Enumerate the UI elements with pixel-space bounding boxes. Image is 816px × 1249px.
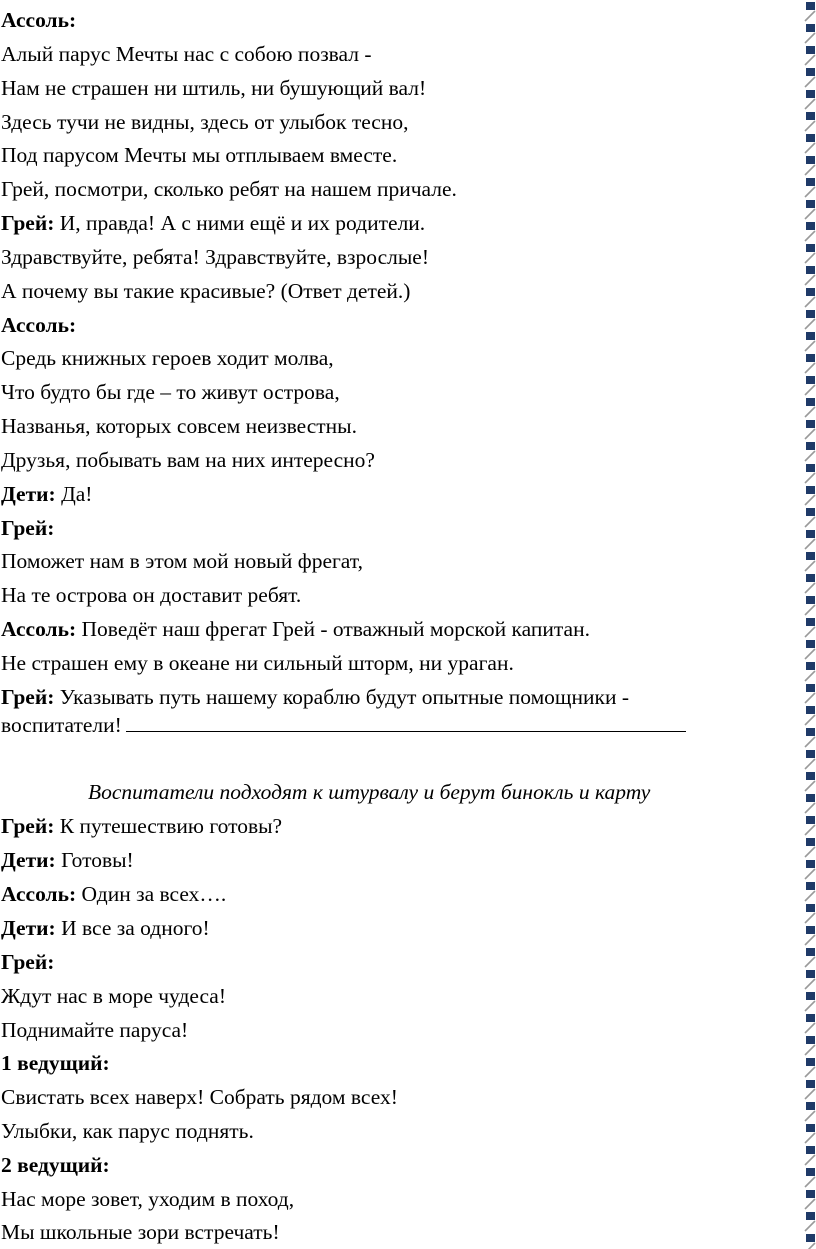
- border-diagonal-mark: [805, 1089, 815, 1099]
- script-line: [1, 278, 410, 304]
- border-diagonal-mark: [805, 803, 815, 813]
- line-text: Грей, посмотри, сколько ребят на нашем причале.: [1, 177, 457, 201]
- line-text: Поведёт наш фрегат Грей - отважный морской капитан.: [76, 617, 590, 641]
- border-diagonal-mark: [805, 429, 815, 439]
- script-line: [1, 1084, 398, 1110]
- border-diagonal-mark: [805, 99, 815, 109]
- border-diagonal-mark: [805, 781, 815, 791]
- line-text: Друзья, побывать вам на них интересно?: [1, 448, 375, 472]
- script-line: [1, 684, 629, 710]
- border-square-mark: [806, 376, 815, 384]
- border-diagonal-mark: [805, 1111, 815, 1121]
- border-diagonal-mark: [805, 275, 815, 285]
- line-text: Поднимайте паруса!: [1, 1018, 189, 1042]
- script-line: [1, 813, 282, 839]
- border-square-mark: [806, 1080, 815, 1088]
- script-line: [1, 379, 340, 405]
- line-text: Средь книжных героев ходит молва,: [1, 346, 334, 370]
- border-diagonal-mark: [805, 165, 815, 175]
- border-square-mark: [806, 860, 815, 868]
- border-diagonal-mark: [805, 1199, 815, 1209]
- border-diagonal-mark: [805, 1243, 815, 1249]
- border-square-mark: [806, 1190, 815, 1198]
- script-line: [1, 548, 363, 574]
- border-diagonal-mark: [805, 759, 815, 769]
- line-text: Указывать путь нашему кораблю будут опытные помощники -: [54, 685, 629, 709]
- line-text: Здравствуйте, ребята! Здравствуйте, взрослые!: [1, 245, 430, 269]
- script-line: [1, 481, 92, 507]
- border-diagonal-mark: [805, 715, 815, 725]
- script-line: [1, 176, 457, 202]
- border-square-mark: [806, 948, 815, 956]
- border-square-mark: [806, 112, 815, 120]
- border-square-mark: [806, 618, 815, 626]
- line-text: Поможет нам в этом мой новый фрегат,: [1, 549, 363, 573]
- line-text: Нам не страшен ни штиль, ни бушующий вал!: [1, 76, 427, 100]
- border-diagonal-mark: [805, 451, 815, 461]
- script-line: [1, 515, 54, 541]
- border-square-mark: [806, 420, 815, 428]
- border-square-mark: [806, 200, 815, 208]
- border-square-mark: [806, 1146, 815, 1154]
- speaker-label: Грей:: [1, 211, 55, 235]
- line-text: К путешествию готовы?: [54, 814, 283, 838]
- speaker-label: 1 ведущий:: [1, 1051, 110, 1075]
- script-line: [1, 712, 686, 738]
- border-diagonal-mark: [805, 121, 815, 131]
- border-square-mark: [806, 1168, 815, 1176]
- border-square-mark: [806, 90, 815, 98]
- stage-direction: Воспитатели подходят к штурвалу и берут бинокль и карту: [88, 780, 651, 804]
- speaker-label: Ассоль:: [1, 313, 77, 337]
- border-diagonal-mark: [805, 1155, 815, 1165]
- border-square-mark: [806, 156, 815, 164]
- script-line: [1, 244, 429, 270]
- speaker-label: Грей:: [1, 685, 55, 709]
- border-diagonal-mark: [805, 869, 815, 879]
- line-text: Ждут нас в море чудеса!: [1, 984, 226, 1008]
- border-diagonal-mark: [805, 473, 815, 483]
- border-square-mark: [806, 310, 815, 318]
- line-text: Под парусом Мечты мы отплываем вместе.: [1, 143, 398, 167]
- script-line: [1, 650, 514, 676]
- border-square-mark: [806, 46, 815, 54]
- speaker-label: Дети:: [1, 848, 56, 872]
- border-diagonal-mark: [805, 77, 815, 87]
- border-square-mark: [806, 464, 815, 472]
- border-square-mark: [806, 1124, 815, 1132]
- line-text: Готовы!: [55, 848, 134, 872]
- border-diagonal-mark: [805, 649, 815, 659]
- script-line: [1, 1017, 188, 1043]
- border-diagonal-mark: [805, 847, 815, 857]
- script-line: [1, 915, 210, 941]
- speaker-label: 2 ведущий:: [1, 1153, 110, 1177]
- border-diagonal-mark: [805, 1045, 815, 1055]
- script-line: [1, 1186, 294, 1212]
- border-diagonal-mark: [805, 341, 815, 351]
- border-diagonal-mark: [805, 1133, 815, 1143]
- border-square-mark: [806, 552, 815, 560]
- script-line: [1, 949, 54, 975]
- script-line: [1, 1050, 110, 1076]
- border-square-mark: [806, 266, 815, 274]
- line-text: воспитатели!: [1, 713, 122, 737]
- speaker-label: Грей:: [1, 950, 55, 974]
- speaker-label: Грей:: [1, 516, 55, 540]
- border-diagonal-mark: [805, 979, 815, 989]
- border-square-mark: [806, 706, 815, 714]
- border-square-mark: [806, 728, 815, 736]
- script-line: [1, 1152, 110, 1178]
- line-text: Нас море зовет, уходим в поход,: [1, 1187, 295, 1211]
- border-diagonal-mark: [805, 231, 815, 241]
- border-diagonal-mark: [805, 957, 815, 967]
- border-square-mark: [806, 68, 815, 76]
- border-square-mark: [806, 992, 815, 1000]
- line-text: А почему вы такие красивые? (Ответ детей.): [1, 279, 411, 303]
- border-square-mark: [806, 794, 815, 802]
- border-diagonal-mark: [805, 319, 815, 329]
- border-diagonal-mark: [805, 671, 815, 681]
- script-line: [1, 109, 408, 135]
- script-line: [1, 75, 426, 101]
- border-square-mark: [806, 684, 815, 692]
- border-square-mark: [806, 24, 815, 32]
- border-diagonal-mark: [805, 11, 815, 21]
- script-line: [1, 312, 76, 338]
- speaker-label: Ассоль:: [1, 617, 77, 641]
- border-diagonal-mark: [805, 253, 815, 263]
- line-text: Да!: [55, 482, 93, 506]
- line-text: Мы школьные зори встречать!: [1, 1220, 280, 1244]
- script-line: [1, 582, 301, 608]
- line-text: Не страшен ему в океане ни сильный шторм, ни ураган.: [1, 651, 514, 675]
- border-diagonal-mark: [805, 33, 815, 43]
- border-square-mark: [806, 486, 815, 494]
- border-diagonal-mark: [805, 495, 815, 505]
- border-square-mark: [806, 574, 815, 582]
- script-line: [1, 847, 134, 873]
- border-square-mark: [806, 1102, 815, 1110]
- border-diagonal-mark: [805, 187, 815, 197]
- line-text: На те острова он доставит ребят.: [1, 583, 302, 607]
- blank-underline: [126, 713, 686, 732]
- border-diagonal-mark: [805, 209, 815, 219]
- border-square-mark: [806, 662, 815, 670]
- border-square-mark: [806, 1234, 815, 1242]
- border-square-mark: [806, 222, 815, 230]
- script-line: [1, 983, 226, 1009]
- border-square-mark: [806, 926, 815, 934]
- script-line: [1, 447, 375, 473]
- border-diagonal-mark: [805, 143, 815, 153]
- border-square-mark: [806, 750, 815, 758]
- border-square-mark: [806, 288, 815, 296]
- speaker-label: Ассоль:: [1, 882, 77, 906]
- border-diagonal-mark: [805, 1221, 815, 1231]
- border-square-mark: [806, 970, 815, 978]
- border-diagonal-mark: [805, 55, 815, 65]
- border-diagonal-mark: [805, 935, 815, 945]
- line-text: И все за одного!: [55, 916, 210, 940]
- line-text: Один за всех….: [76, 882, 227, 906]
- border-pattern-icon: [803, 0, 816, 1249]
- border-square-mark: [806, 596, 815, 604]
- line-text: Здесь тучи не видны, здесь от улыбок тесно,: [1, 110, 409, 134]
- border-square-mark: [806, 882, 815, 890]
- border-square-mark: [806, 772, 815, 780]
- border-diagonal-mark: [805, 627, 815, 637]
- border-diagonal-mark: [805, 891, 815, 901]
- speaker-label: Дети:: [1, 916, 56, 940]
- speaker-label: Дети:: [1, 482, 56, 506]
- border-diagonal-mark: [805, 913, 815, 923]
- border-square-mark: [806, 244, 815, 252]
- script-line: [1, 881, 226, 907]
- line-text: Алый парус Мечты нас с собою позвал -: [1, 42, 372, 66]
- script-line: [1, 7, 76, 33]
- script-line: [1, 616, 590, 642]
- border-diagonal-mark: [805, 1177, 815, 1187]
- script-line: [1, 210, 425, 236]
- border-square-mark: [806, 178, 815, 186]
- border-square-mark: [806, 1058, 815, 1066]
- border-square-mark: [806, 838, 815, 846]
- line-text: Улыбки, как парус поднять.: [1, 1119, 254, 1143]
- line-text: Названья, которых совсем неизвестны.: [1, 414, 357, 438]
- border-diagonal-mark: [805, 407, 815, 417]
- border-square-mark: [806, 640, 815, 648]
- border-diagonal-mark: [805, 1001, 815, 1011]
- border-square-mark: [806, 904, 815, 912]
- border-diagonal-mark: [805, 1023, 815, 1033]
- border-square-mark: [806, 508, 815, 516]
- border-square-mark: [806, 816, 815, 824]
- border-square-mark: [806, 442, 815, 450]
- border-diagonal-mark: [805, 605, 815, 615]
- border-diagonal-mark: [805, 1067, 815, 1077]
- border-square-mark: [806, 332, 815, 340]
- border-diagonal-mark: [805, 737, 815, 747]
- script-line: [1, 1219, 280, 1245]
- border-square-mark: [806, 2, 815, 10]
- speaker-label: Грей:: [1, 814, 55, 838]
- border-square-mark: [806, 1212, 815, 1220]
- script-line: [1, 345, 334, 371]
- border-square-mark: [806, 398, 815, 406]
- script-line: [1, 41, 372, 67]
- border-diagonal-mark: [805, 825, 815, 835]
- line-text: И, правда! А с ними ещё и их родители.: [54, 211, 426, 235]
- script-line: [1, 142, 397, 168]
- line-text: Что будто бы где – то живут острова,: [1, 380, 340, 404]
- border-diagonal-mark: [805, 561, 815, 571]
- border-square-mark: [806, 354, 815, 362]
- speaker-label: Ассоль:: [1, 8, 77, 32]
- script-line: [1, 413, 357, 439]
- border-diagonal-mark: [805, 583, 815, 593]
- border-square-mark: [806, 1036, 815, 1044]
- border-square-mark: [806, 530, 815, 538]
- border-diagonal-mark: [805, 363, 815, 373]
- border-diagonal-mark: [805, 297, 815, 307]
- border-diagonal-mark: [805, 539, 815, 549]
- border-square-mark: [806, 134, 815, 142]
- border-square-mark: [806, 1014, 815, 1022]
- decorative-page-border: [803, 0, 816, 1249]
- border-diagonal-mark: [805, 385, 815, 395]
- border-diagonal-mark: [805, 517, 815, 527]
- border-diagonal-mark: [805, 693, 815, 703]
- line-text: Свистать всех наверх! Собрать рядом всех!: [1, 1085, 398, 1109]
- script-line: [1, 1118, 254, 1144]
